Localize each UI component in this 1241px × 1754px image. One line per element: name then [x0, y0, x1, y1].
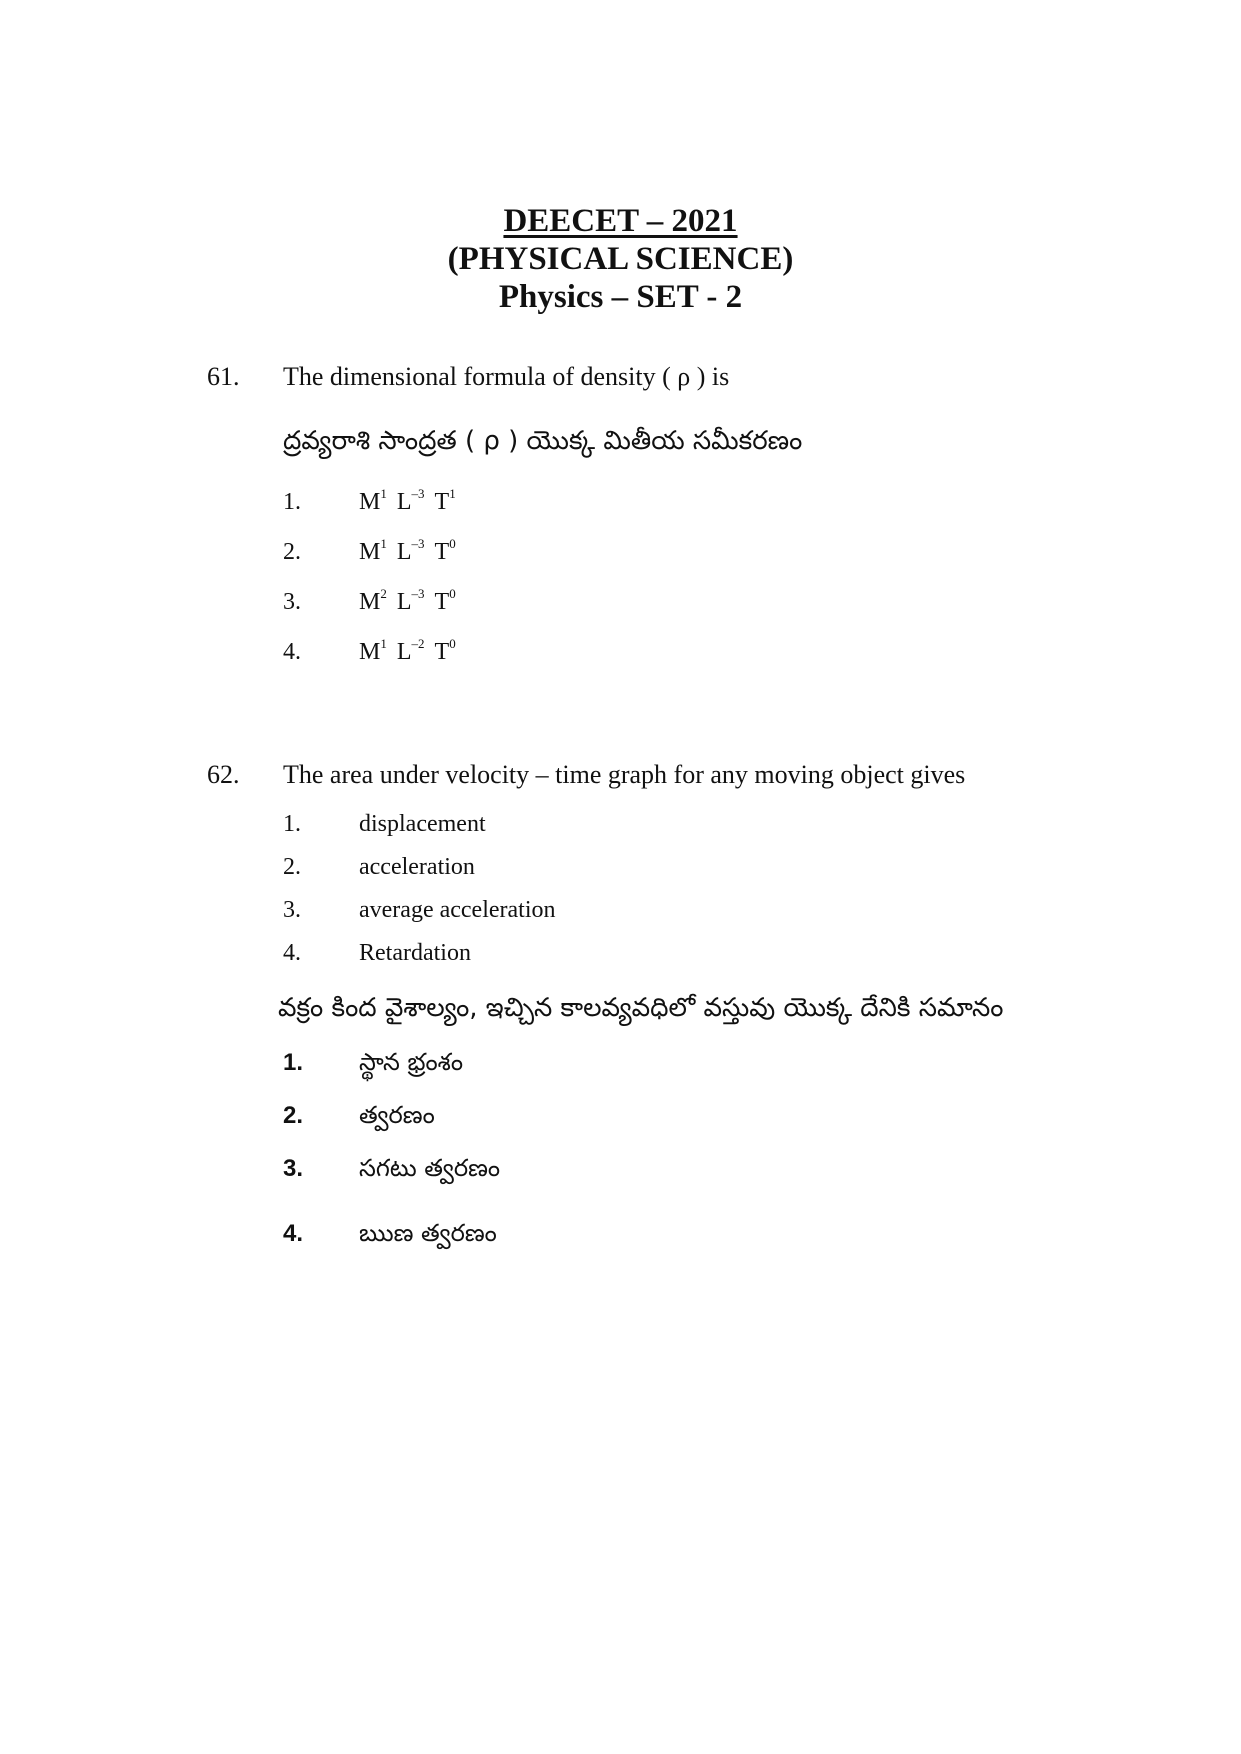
- question-61-text-en: The dimensional formula of density ( ρ ) is: [283, 362, 730, 391]
- question-62-option-3-te: [283, 1154, 500, 1188]
- option-number: 3.: [283, 1155, 304, 1182]
- option-text: displacement: [359, 811, 486, 837]
- question-62-number: 62.: [207, 760, 240, 789]
- exam-title: DEECET – 2021: [503, 203, 738, 239]
- page-header: [0, 202, 1241, 316]
- question-62-option-1-te: [283, 1048, 463, 1082]
- question-61-option-4: [283, 636, 456, 666]
- exam-set: Physics – SET - 2: [498, 279, 743, 315]
- option-text: త్వరణం: [359, 1101, 435, 1129]
- option-number: 1.: [283, 1049, 304, 1076]
- question-62-option-4-te: [283, 1219, 497, 1253]
- question-61-option-1: [283, 486, 456, 516]
- question-62-option-2-en: [283, 854, 475, 881]
- option-number: 2.: [283, 854, 301, 880]
- question-62-text-en: The area under velocity – time graph for any moving object gives: [283, 760, 966, 789]
- option-number: 3.: [283, 897, 301, 923]
- option-formula: $M^1$ $L^{-3}$ $T^0$: [359, 536, 456, 565]
- question-62-option-4-en: [283, 940, 471, 967]
- option-text: Retardation: [359, 940, 471, 966]
- option-formula: $M^2$ $L^{-3}$ $T^0$: [359, 586, 456, 615]
- option-formula: $M^1$ $L^{-3}$ $T^1$: [359, 486, 456, 515]
- question-62-option-3-en: [283, 897, 556, 924]
- option-text: average acceleration: [359, 897, 556, 923]
- question-61-text-te: ద్రవ్యరాశి సాంద్రత ( ρ ) యొక్క మితీయ సమీకరణం: [283, 426, 803, 456]
- option-text: స్థాన భ్రంశం: [359, 1048, 464, 1076]
- question-62-text-te: వక్రం కింద వైశాల్యం, ఇచ్చిన కాలవ్యవధిలో వస్తువు యొక్క దేనికి సమానం: [278, 993, 1004, 1023]
- question-61-option-3: [283, 586, 456, 616]
- option-number: 3.: [283, 589, 301, 615]
- option-number: 1.: [283, 811, 301, 837]
- option-number: 2.: [283, 539, 301, 565]
- exam-subject: (PHYSICAL SCIENCE): [447, 241, 794, 277]
- option-number: 2.: [283, 1102, 304, 1129]
- option-text: ఋణ త్వరణం: [359, 1219, 497, 1247]
- option-number: 4.: [283, 940, 301, 966]
- option-formula: $M^1$ $L^{-2}$ $T^0$: [359, 636, 456, 665]
- question-62-option-1-en: [283, 811, 486, 838]
- option-text: సగటు త్వరణం: [359, 1154, 501, 1182]
- option-number: 4.: [283, 1220, 304, 1247]
- option-number: 4.: [283, 639, 301, 665]
- option-number: 1.: [283, 489, 301, 515]
- question-62-option-2-te: [283, 1101, 435, 1135]
- question-61-option-2: [283, 536, 456, 566]
- option-text: acceleration: [359, 854, 475, 880]
- question-61-number: 61.: [207, 362, 240, 391]
